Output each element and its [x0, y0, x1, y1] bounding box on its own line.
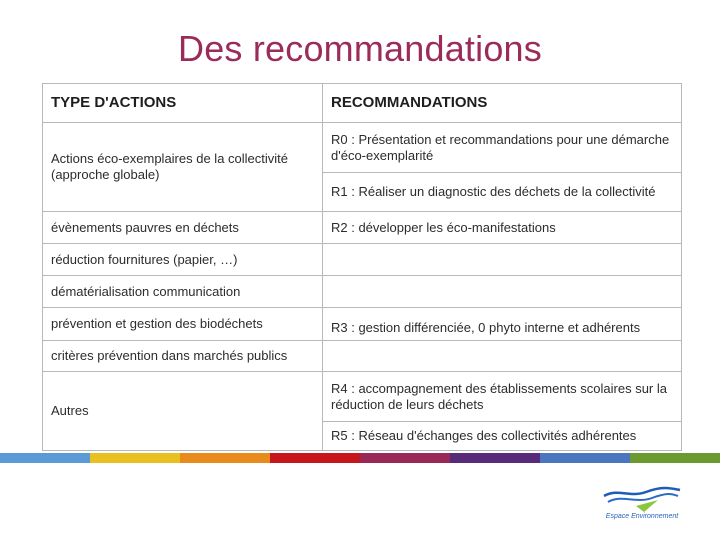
recommendation-cell-r0: R0 : Présentation et recommandations pour une démarche d'éco-exemplarité	[331, 131, 670, 163]
stripe-segment	[180, 453, 271, 463]
slide-title: Des recommandations	[178, 28, 542, 69]
action-cell-1: évènements pauvres en déchets	[51, 219, 239, 235]
recommendation-cell-r4: R4 : accompagnement des établissements scolaires sur la réduction de leurs déchets	[331, 380, 667, 412]
action-cell-4: prévention et gestion des biodéchets	[51, 316, 263, 331]
header-actions: TYPE D'ACTIONS	[51, 94, 177, 111]
header-recommendations: RECOMMANDATIONS	[331, 94, 488, 111]
action-cell-6: Autres	[51, 403, 89, 418]
stripe-segment	[450, 453, 541, 463]
recommendation-cell-empty	[323, 341, 681, 371]
recommendation-cell-r2: R2 : développer les éco-manifestations	[331, 219, 556, 235]
recommendation-cell-r3: R3 : gestion différenciée, 0 phyto interne et adhérents	[331, 320, 641, 335]
stripe-segment	[360, 453, 451, 463]
recommendations-table	[42, 83, 682, 451]
stripe-segment	[630, 453, 720, 463]
stripe-segment	[270, 453, 361, 463]
logo-text: Espace Environnement	[605, 513, 679, 520]
recommendation-cell-empty	[323, 244, 681, 275]
stripe-segment	[540, 453, 631, 463]
recommendation-cell-r1: R1 : Réaliser un diagnostic des déchets de la collectivité	[331, 184, 656, 199]
stripe-segment	[90, 453, 181, 463]
action-cell-3: dématérialisation communication	[51, 283, 241, 299]
stripe-segment	[0, 453, 91, 463]
action-cell-5: critères prévention dans marchés publics	[51, 348, 288, 363]
recommendation-cell-r5: R5 : Réseau d'échanges des collectivités adhérentes	[331, 428, 637, 443]
recommendation-cell-empty	[323, 276, 681, 307]
action-cell-0: Actions éco-exemplaires de la collectivité (approche globale)	[51, 151, 288, 182]
action-cell-2: réduction fournitures (papier, …)	[51, 251, 238, 267]
